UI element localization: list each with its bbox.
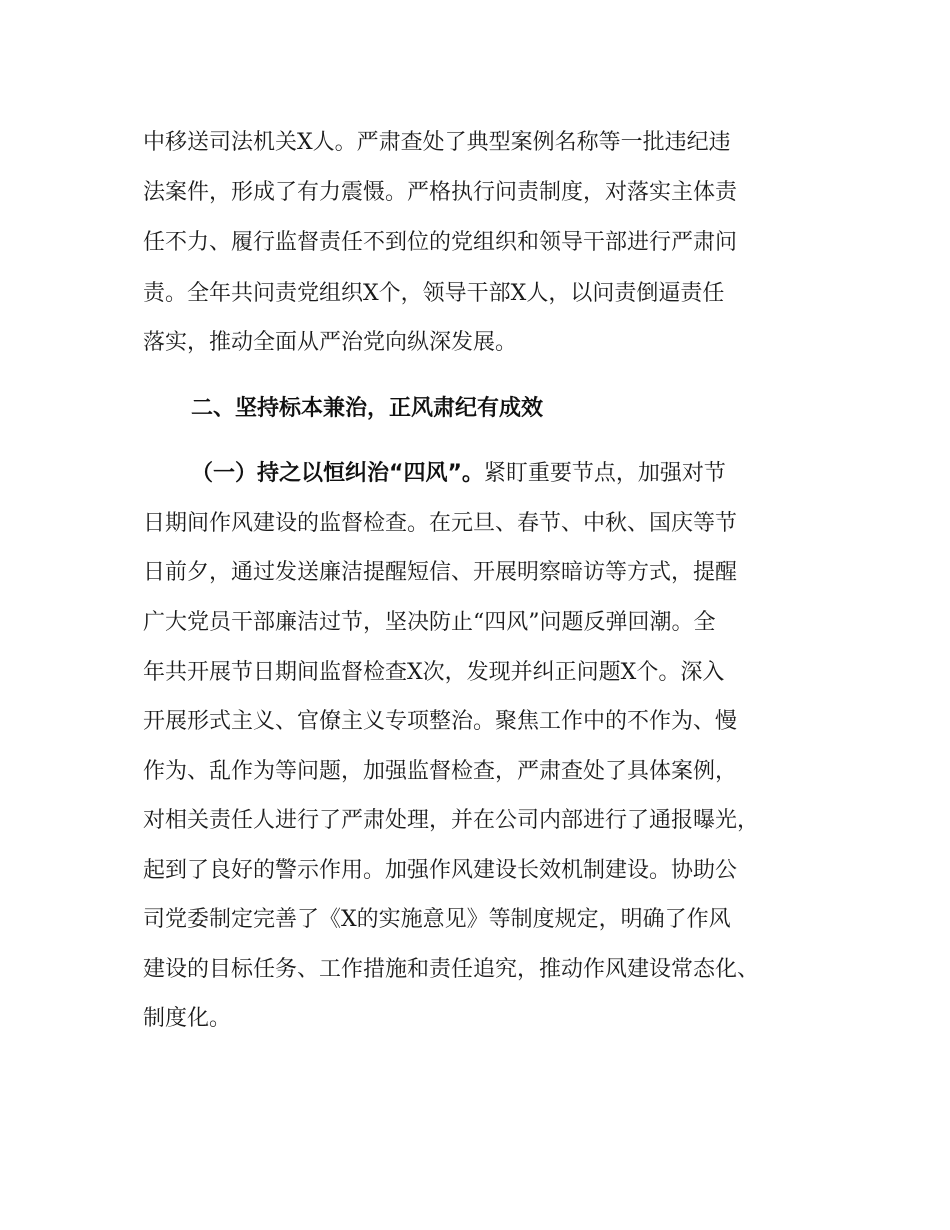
paragraph-2-line-7: 作为、乱作为等问题，加强监督检查，严肃查处了具体案例， — [143, 759, 738, 784]
paragraph-2-line-9: 起到了良好的警示作用。加强作风建设长效机制建设。协助公 — [143, 858, 738, 883]
paragraph-2-line-11: 建设的目标任务、工作措施和责任追究，推动作风建设常态化、 — [143, 957, 760, 982]
paragraph-1-line-4: 责。全年共问责党组织X个，领导干部X人，以问责倒逼责任 — [143, 281, 725, 306]
paragraph-1-line-2: 法案件，形成了有力震慑。严格执行问责制度，对落实主体责 — [143, 180, 738, 205]
paragraph-2-line-4: 广大党员干部廉洁过节，坚决防止“四风”问题反弹回潮。全 — [143, 610, 716, 635]
paragraph-2-line-6: 开展形式主义、官僚主义专项整治。聚焦工作中的不作为、慢 — [143, 709, 738, 734]
paragraph-1-line-1: 中移送司法机关X人。严肃查处了典型案例名称等一批违纪违 — [143, 130, 731, 155]
paragraph-2-line-1 — [191, 459, 726, 489]
paragraph-2-line-10: 司党委制定完善了《X的实施意见》等制度规定，明确了作风 — [143, 907, 731, 932]
paragraph-2-line-3: 日前夕，通过发送廉洁提醒短信、开展明察暗访等方式，提醒 — [143, 560, 738, 585]
paragraph-2-line-8: 对相关责任人进行了严肃处理，并在公司内部进行了通报曝光， — [143, 808, 760, 833]
paragraph-1-line-3: 任不力、履行监督责任不到位的党组织和领导干部进行严肃问 — [143, 230, 738, 255]
paragraph-2-line-1-text: 紧盯重要节点，加强对节 — [483, 461, 726, 486]
section-heading: 二、坚持标本兼治，正风肃纪有成效 — [191, 396, 544, 421]
paragraph-2-line-2: 日期间作风建设的监督检查。在元旦、春节、中秋、国庆等节 — [143, 511, 738, 536]
subsection-heading: （一）持之以恒纠治“四风”。 — [191, 461, 484, 486]
paragraph-2-line-12: 制度化。 — [143, 1006, 232, 1031]
paragraph-1-line-5: 落实，推动全面从严治党向纵深发展。 — [143, 330, 518, 355]
paragraph-2-line-5: 年共开展节日期间监督检查X次，发现并纠正问题X个。深入 — [143, 660, 725, 685]
